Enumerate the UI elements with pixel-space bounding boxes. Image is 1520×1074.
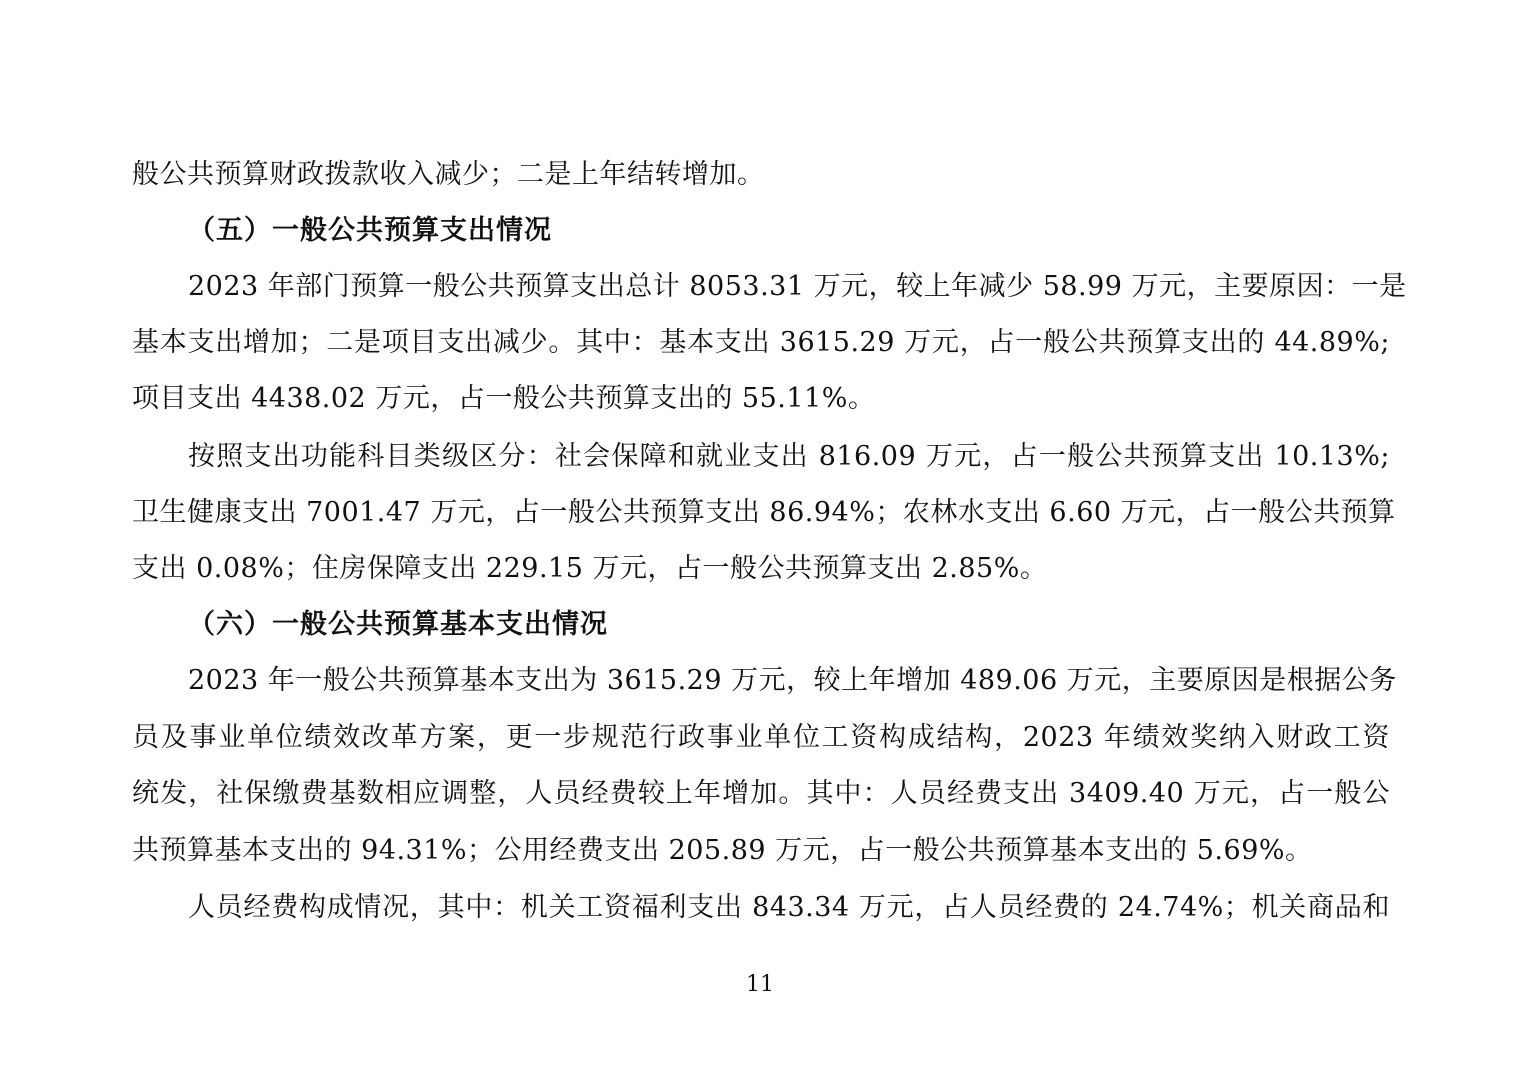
body-text-line: 项目支出 4438.02 万元，占一般公共预算支出的 55.11%。 bbox=[132, 383, 876, 414]
body-text-line: 统发，社保缴费基数相应调整，人员经费较上年增加。其中：人员经费支出 3409.40 万元，占一般公 bbox=[132, 778, 1390, 809]
body-text-line: 般公共预算财政拨款收入减少；二是上年结转增加。 bbox=[132, 159, 765, 190]
body-text-line: 2023 年部门预算一般公共预算支出总计 8053.31 万元，较上年减少 58.99 万元，主要原因：一是 bbox=[188, 271, 1407, 302]
body-text-line: 按照支出功能科目类级区分：社会保障和就业支出 816.09 万元，占一般公共预算支出 10.13%; bbox=[188, 441, 1390, 472]
body-text-line: 卫生健康支出 7001.47 万元，占一般公共预算支出 86.94%；农林水支出 6.60 万元，占一般公共预算 bbox=[132, 497, 1396, 528]
body-text-line: 共预算基本支出的 94.31%；公用经费支出 205.89 万元，占一般公共预算基本支出的 5.69%。 bbox=[132, 835, 1313, 866]
body-text-line: 基本支出增加；二是项目支出减少。其中：基本支出 3615.29 万元，占一般公共预算支出的 44.89%; bbox=[132, 327, 1390, 358]
body-text-line: 支出 0.08%；住房保障支出 229.15 万元，占一般公共预算支出 2.85%。 bbox=[132, 553, 1048, 584]
page-number: 11 bbox=[746, 972, 774, 997]
body-text-line: 人员经费构成情况，其中：机关工资福利支出 843.34 万元，占人员经费的 24.74%；机关商品和 bbox=[188, 892, 1390, 923]
body-text-line: 2023 年一般公共预算基本支出为 3615.29 万元，较上年增加 489.06 万元，主要原因是根据公务 bbox=[188, 665, 1397, 696]
section-heading-5: （五）一般公共预算支出情况 bbox=[188, 215, 552, 246]
section-heading-6: （六）一般公共预算基本支出情况 bbox=[188, 609, 608, 640]
body-text-line: 员及事业单位绩效改革方案，更一步规范行政事业单位工资构成结构，2023 年绩效奖纳入财政工资 bbox=[132, 722, 1390, 753]
